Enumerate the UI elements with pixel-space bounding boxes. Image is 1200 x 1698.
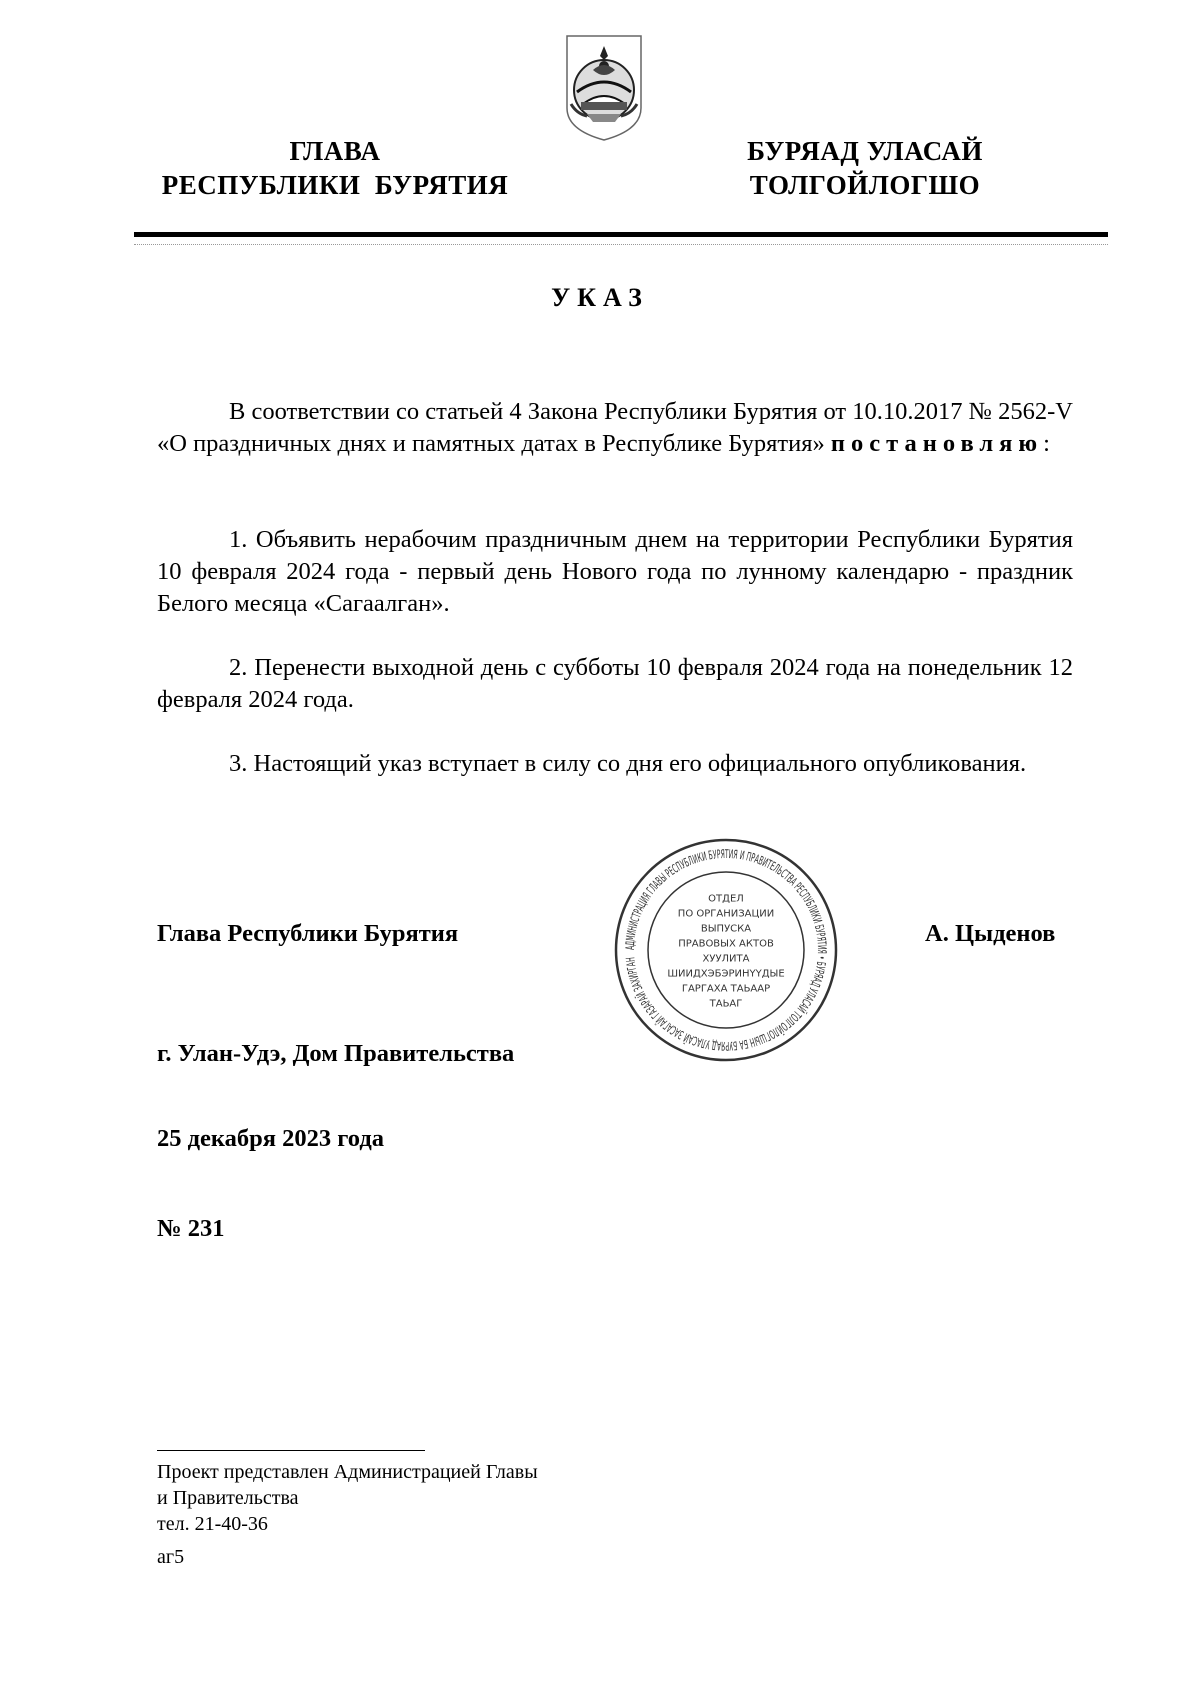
- header-left-line1: ГЛАВА: [289, 136, 381, 166]
- seal-center-line: ПРАВОВЫХ АКТОВ: [678, 938, 774, 950]
- document-code: аг5: [157, 1546, 185, 1568]
- seal-center-line: ОТДЕЛ: [708, 893, 744, 905]
- decree-item-3: 3. Настоящий указ вступает в силу со дня его официального опубликования.: [229, 750, 1027, 777]
- header-authority-buryat: [700, 134, 1030, 202]
- footnote-line3: тел. 21-40-36: [157, 1513, 268, 1535]
- header-divider-thin: [134, 244, 1108, 247]
- signature-position: Глава Республики Бурятия: [157, 920, 459, 947]
- preamble-text: В соответствии со статьей 4 Закона Республики Бурятия от 10.10.2017 № 2562-V «О праздничных днях и памятных датах в Республике Бурятия»: [157, 398, 1073, 457]
- footnote-divider: [157, 1450, 425, 1451]
- seal-outer-ring: [616, 840, 836, 1060]
- header-right-line2: ТОЛГОЙЛОГШО: [749, 170, 981, 200]
- header-divider-thick: [134, 232, 1108, 237]
- footnote: [157, 1459, 538, 1537]
- signature-name: А. Цыденов: [925, 920, 1056, 947]
- seal-center-line: ГАРГАХА ТАЬААР: [681, 983, 771, 995]
- decree-item-2: 2. Перенести выходной день с субботы 10 февраля 2024 года на понедельник 12 февраля 2024 года.: [157, 654, 1073, 713]
- seal-icon: [612, 836, 840, 1064]
- seal-center-line: ПО ОРГАНИЗАЦИИ: [677, 908, 775, 920]
- issue-date: 25 декабря 2023 года: [157, 1125, 384, 1152]
- official-seal-stamp: [612, 836, 840, 1064]
- preamble-paragraph: [157, 396, 1073, 460]
- seal-center-line: ХУУЛИТА: [702, 953, 750, 965]
- header-right-line1: БУРЯАД УЛАСАЙ: [747, 136, 983, 166]
- issue-place: г. Улан-Удэ, Дом Правительства: [157, 1040, 515, 1067]
- coat-of-arms-emblem: [563, 30, 645, 142]
- header-authority-russian: [140, 134, 530, 202]
- decree-item-1: 1. Объявить нерабочим праздничным днем на территории Республики Бурятия 10 февраля 2024 года - первый день Нового года по лунному календарю - праздник Белого месяца «Сагаалган».: [157, 526, 1073, 617]
- header-left-line2: РЕСПУБЛИКИ БУРЯТИЯ: [161, 170, 509, 200]
- seal-outer-text: АДМИНИСТРАЦИЯ ГЛАВЫ РЕСПУБЛИКИ БУРЯТИЯ И ПРАВИТЕЛЬСТВА РЕСПУБЛИКИ БУРЯТИЯ • БУРЯАД УЛАСАЙ ТОЛГОЙЛОГШЫН БА БУРЯАД УЛАСАЙ ЗАСАГАЙ ГАЗАРАЙ ЗАХИРГАН: [622, 846, 830, 1054]
- footnote-line1: Проект представлен Администрацией Главы: [157, 1461, 538, 1483]
- preamble-emphasis: постановляю: [830, 430, 1044, 457]
- decree-number: № 231: [157, 1215, 225, 1242]
- document-title: УКАЗ: [551, 283, 649, 312]
- coat-of-arms-icon: [563, 30, 645, 142]
- seal-center-line: ТАЬАГ: [709, 998, 743, 1010]
- seal-center-line: ВЫПУСКА: [700, 923, 752, 935]
- preamble-end: :: [1043, 430, 1050, 457]
- seal-center-line: ШИИДХЭБЭРИНҮҮДЫЕ: [667, 968, 785, 980]
- footnote-line2: и Правительства: [157, 1487, 299, 1509]
